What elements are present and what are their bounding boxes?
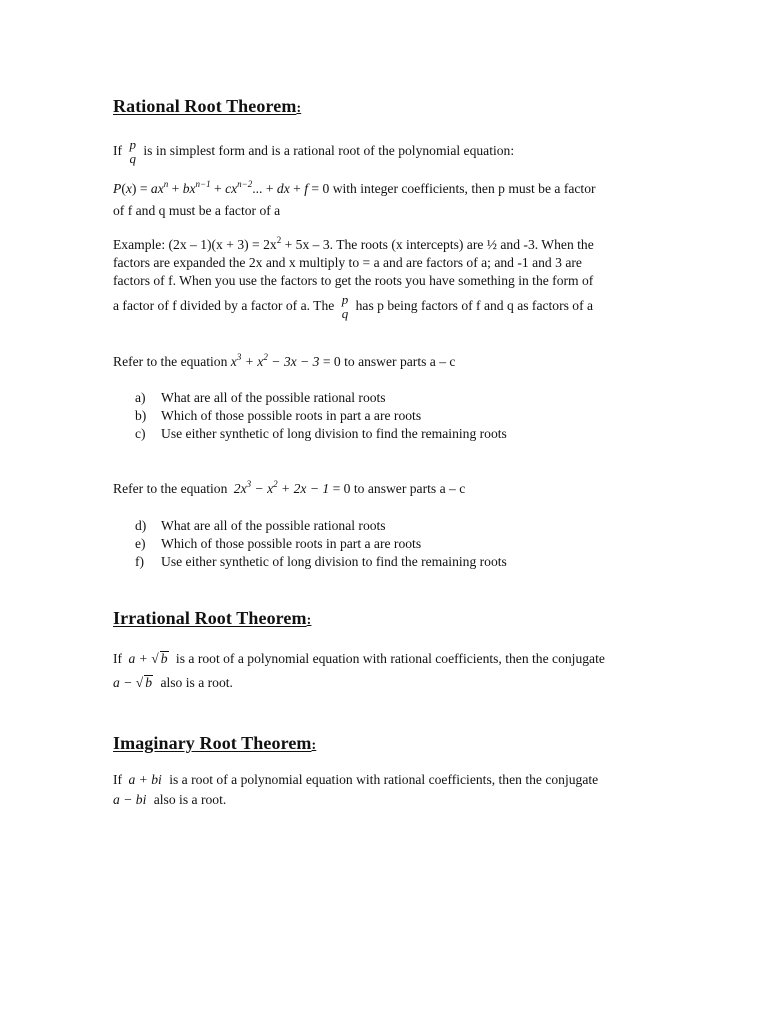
list-item: e) Which of those possible roots in part a are roots <box>135 536 422 551</box>
a-minus-bi: a − bi <box>113 792 147 807</box>
rational-line3: of f and q must be a factor of a <box>113 203 281 218</box>
a-plus-sqrt-b: a + √ b <box>128 651 168 666</box>
equation-2: $2x^3 - x^2 + 2x - 1$ <box>233 479 330 496</box>
example-line3: factors of f. When you use the factors to get the roots you have something in the form of <box>113 273 594 288</box>
refer-line-1: Refer to the equation $x^3 + x^2 - 3x - 3 = 0$ to answer parts a – c <box>113 352 456 369</box>
rational-line2: $P(x) = ax^n + bx^{n-1} + cx^{n-2}$... + dx + f = 0 with integer coefficients, then p must be a factor <box>113 179 596 196</box>
irrational-line2: a − √ b also is a root. <box>113 675 233 690</box>
example-line4: a factor of f divided by a factor of a. The p q has p being factors of f and q as factors of a <box>113 292 594 321</box>
imaginary-heading: Imaginary Root Theorem: <box>113 733 317 753</box>
list-item: d) What are all of the possible rational roots <box>135 518 386 533</box>
irrational-heading: Irrational Root Theorem: <box>113 608 312 628</box>
refer-line-2: Refer to the equation $2x^3 - x^2 + 2x - 1 = 0$ to answer parts a – c <box>113 479 466 496</box>
imaginary-line1: If a + bi is a root of a polynomial equation with rational coefficients, then the conjugate <box>113 772 599 787</box>
list-item: b) Which of those possible roots in part a are roots <box>135 408 422 423</box>
question-list-2 <box>135 517 507 571</box>
list-item: a) What are all of the possible rational roots <box>135 390 386 405</box>
p-over-q-fraction: p q <box>341 292 349 321</box>
rational-heading: Rational Root Theorem: <box>113 96 302 116</box>
p-over-q-fraction: p q <box>129 137 136 166</box>
a-minus-sqrt-b: a − √ b <box>113 675 153 690</box>
polynomial-formula: P <box>113 181 122 196</box>
example-line1: Example: $(2x - 1)(x + 3) = 2x^2 + 5x - 3$. The roots (x intercepts) are ½ and -3. When the <box>113 235 594 252</box>
question-list-1 <box>135 389 507 443</box>
a-plus-bi: a + bi <box>128 772 162 787</box>
equation-1: $x^3 + x^2 - 3x - 3$ <box>230 352 320 369</box>
list-item: f) Use either synthetic of long division to find the remaining roots <box>135 554 507 569</box>
imaginary-line2: a − bi also is a root. <box>113 792 227 807</box>
example-line2: factors are expanded the 2x and x multiply to = a and are factors of a; and -1 and 3 are <box>113 255 582 270</box>
irrational-line1: If a + √ b is a root of a polynomial equation with rational coefficients, then the conjugate <box>113 651 605 666</box>
rational-line1: If p q is in simplest form and is a rational root of the polynomial equation: <box>113 137 515 166</box>
list-item: c) Use either synthetic of long division to find the remaining roots <box>135 426 507 441</box>
